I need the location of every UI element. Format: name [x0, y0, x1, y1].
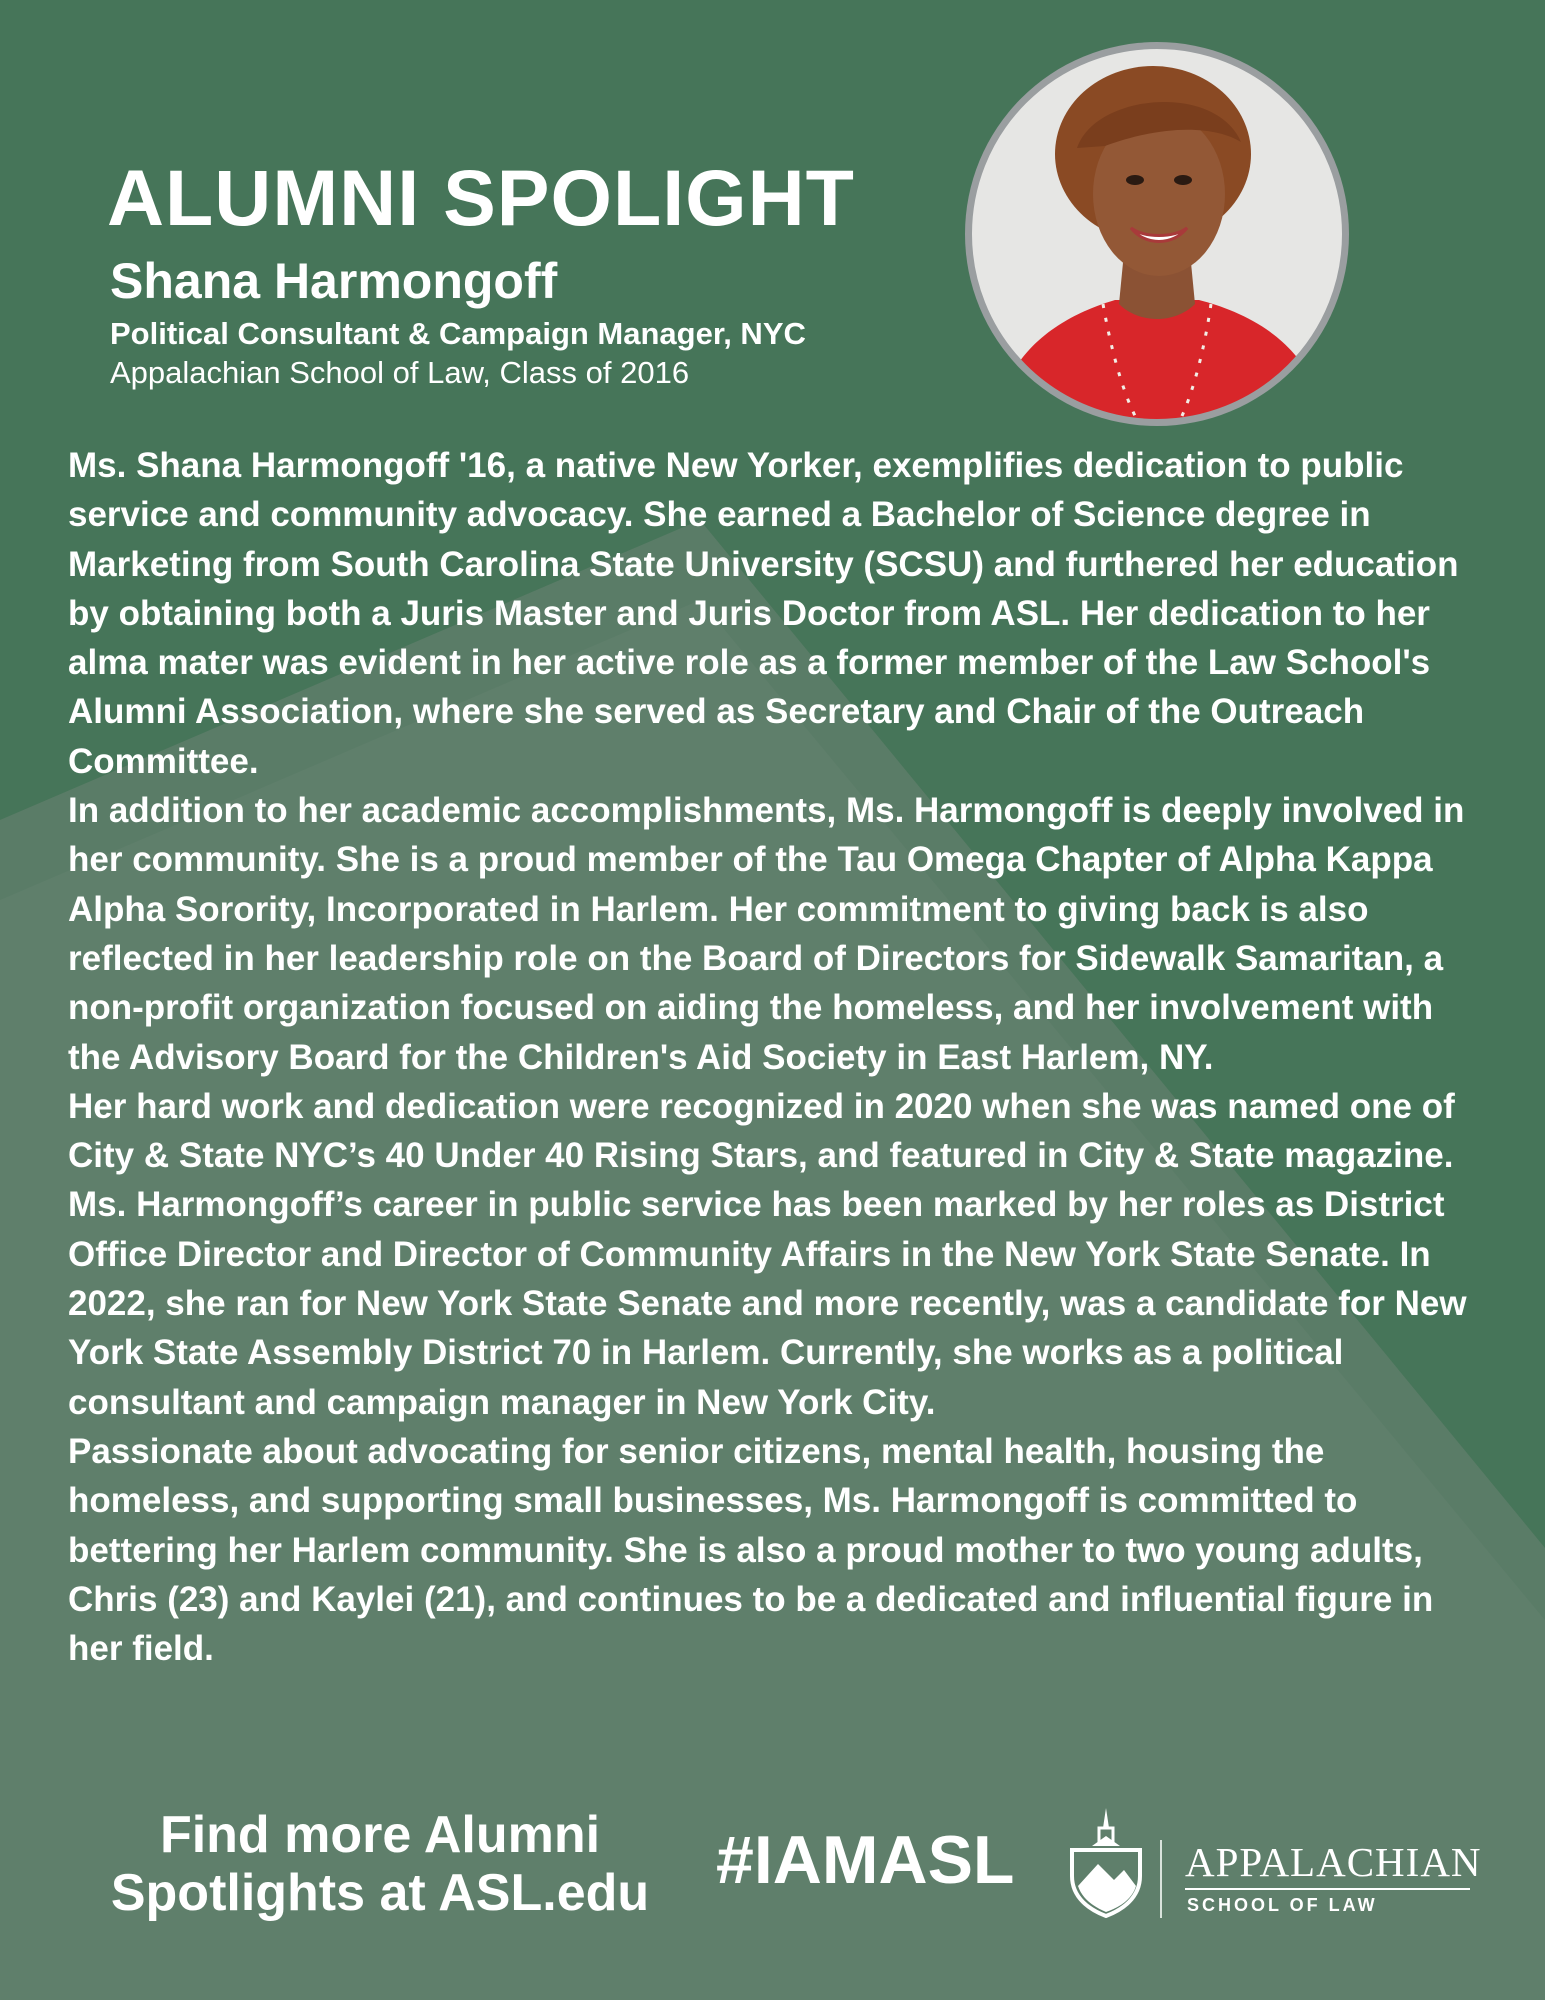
- cta-line-1: Find more Alumni: [159, 1806, 601, 1864]
- portrait-photo: [965, 42, 1349, 426]
- logo-wordmark: APPALACHIAN: [1185, 1839, 1482, 1885]
- alumni-name: Shana Harmongoff: [110, 253, 558, 309]
- hashtag: #IAMASL: [716, 1822, 1015, 1898]
- alumni-role: Political Consultant & Campaign Manager, NYC: [110, 316, 806, 351]
- alumni-class: Appalachian School of Law, Class of 2016: [110, 355, 690, 390]
- logo-divider: [1160, 1840, 1162, 1918]
- crest-icon: [1066, 1806, 1146, 1918]
- find-more-link[interactable]: [60, 1806, 700, 1922]
- logo-subtitle: SCHOOL OF LAW: [1187, 1895, 1378, 1915]
- logo-rule: [1185, 1888, 1470, 1890]
- bio-paragraph-2: In addition to her academic accomplishments, Ms. Harmongoff is deeply involved in her community. She is a proud member of the Tau Omega Chapter of Alpha Kappa Alpha Sorority, Incorporated in Harlem. Her commitment to giving back is also reflected in her leadership role on the Board of Directors for Sidewalk Samaritan, a non-profit organization focused on aiding the homeless, and her involvement with the Advisory Board for the Children's Aid Society in East Harlem, NY.: [68, 791, 1465, 1077]
- bio-paragraph-1: Ms. Shana Harmongoff '16, a native New Yorker, exemplifies dedication to public service and community advocacy. She earned a Bachelor of Science degree in Marketing from South Carolina State University (SCSU) and furthered her education by obtaining both a Juris Master and Juris Doctor from ASL. Her dedication to her alma mater was evident in her active role as a former member of the Law School's Alumni Association, where she served as Secretary and Chair of the Outreach Committee.: [68, 446, 1459, 781]
- bio-paragraph-4: Passionate about advocating for senior citizens, mental health, housing the homeless, and supporting small businesses, Ms. Harmongoff is committed to bettering her Harlem community. She is also a proud mother to two young adults, Chris (23) and Kaylei (21), and continues to be a dedicated and influential figure in her field.: [68, 1431, 1434, 1669]
- bio-paragraph-3: Her hard work and dedication were recognized in 2020 when she was named one of City & State NYC’s 40 Under 40 Rising Stars, and featured in City & State magazine. Ms. Harmongoff’s career in public service has been marked by her roles as District Office Director and Director of Community Affairs in the New York State Senate. In 2022, she ran for New York State Senate and more recently, was a candidate for New York State Assembly District 70 in Harlem. Currently, she works as a political consultant and campaign manager in New York City.: [68, 1086, 1467, 1422]
- page-title: ALUMNI SPOLIGHT: [107, 153, 855, 242]
- biography: [68, 441, 1488, 1673]
- cta-line-2: Spotlights at ASL.edu: [110, 1864, 650, 1922]
